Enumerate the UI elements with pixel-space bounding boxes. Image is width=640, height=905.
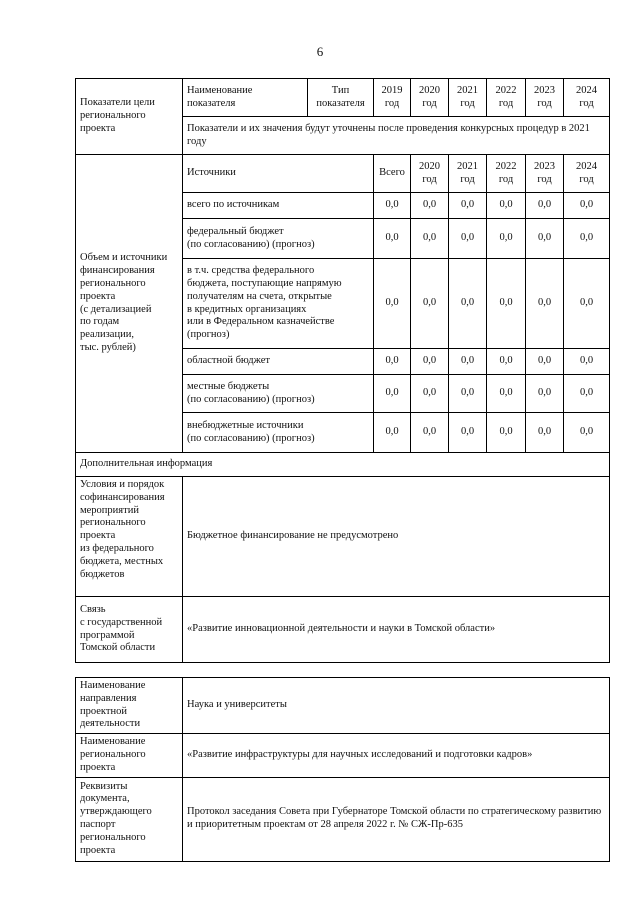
source-label: федеральный бюджет (по согласованию) (прогноз) <box>183 219 374 259</box>
value-cell: 0,0 <box>526 349 564 375</box>
value-cell: 0,0 <box>411 193 449 219</box>
value-cell: 0,0 <box>449 375 487 413</box>
cofinancing-label: Условия и порядок софинансирования мероприятий регионального проекта из федерального бюджета, местных бюджетов <box>76 477 183 597</box>
value-cell: 0,0 <box>526 219 564 259</box>
financing-section-label: Объем и источники финансирования регионального проекта (с детализацией по годам реализации, тыс. рублей) <box>76 155 183 453</box>
header-year: 2024 год <box>564 155 610 193</box>
project-passport-table <box>75 78 610 663</box>
source-label: всего по источникам <box>183 193 374 219</box>
value-cell: 0,0 <box>374 259 411 349</box>
value-cell: 0,0 <box>374 375 411 413</box>
value-cell: 0,0 <box>411 219 449 259</box>
value-cell: 0,0 <box>564 375 610 413</box>
value-cell: 0,0 <box>564 193 610 219</box>
value-cell: 0,0 <box>487 193 526 219</box>
value-cell: 0,0 <box>564 349 610 375</box>
project-details-table <box>75 677 610 862</box>
value-cell: 0,0 <box>487 259 526 349</box>
page-number: 6 <box>316 44 324 59</box>
document-value: Протокол заседания Совета при Губернаторе Томской области по стратегическому развитию и приоритетным проектам от 28 апреля 2022 г. № СЖ-Пр-635 <box>183 777 610 861</box>
indicators-section-label: Показатели цели регионального проекта <box>76 79 183 155</box>
document-label: Реквизиты документа, утверждающего паспорт регионального проекта <box>76 777 183 861</box>
value-cell: 0,0 <box>374 193 411 219</box>
value-cell: 0,0 <box>374 219 411 259</box>
cofinancing-value: Бюджетное финансирование не предусмотрено <box>183 477 610 597</box>
value-cell: 0,0 <box>564 413 610 453</box>
value-cell: 0,0 <box>411 375 449 413</box>
indicators-note: Показатели и их значения будут уточнены после проведения конкурсных процедур в 2021 году <box>183 117 610 155</box>
header-year: 2021 год <box>449 79 487 117</box>
value-cell: 0,0 <box>526 413 564 453</box>
value-cell: 0,0 <box>487 375 526 413</box>
value-cell: 0,0 <box>411 349 449 375</box>
header-year: 2022 год <box>487 79 526 117</box>
value-cell: 0,0 <box>449 413 487 453</box>
value-cell: 0,0 <box>487 413 526 453</box>
header-year: 2022 год <box>487 155 526 193</box>
value-cell: 0,0 <box>564 259 610 349</box>
value-cell: 0,0 <box>449 193 487 219</box>
header-year: 2020 год <box>411 155 449 193</box>
source-label: внебюджетные источники (по согласованию) (прогноз) <box>183 413 374 453</box>
header-sources: Источники <box>183 155 374 193</box>
value-cell: 0,0 <box>487 219 526 259</box>
program-link-label: Связь с государственной программой Томской области <box>76 597 183 663</box>
header-year: 2023 год <box>526 79 564 117</box>
source-label: областной бюджет <box>183 349 374 375</box>
value-cell: 0,0 <box>487 349 526 375</box>
header-total: Всего <box>374 155 411 193</box>
additional-info-title: Дополнительная информация <box>76 453 610 477</box>
value-cell: 0,0 <box>449 259 487 349</box>
header-indicator-name: Наименование показателя <box>183 79 308 117</box>
value-cell: 0,0 <box>526 193 564 219</box>
header-year: 2019 год <box>374 79 411 117</box>
direction-label: Наименование направления проектной деятельности <box>76 678 183 734</box>
header-year: 2020 год <box>411 79 449 117</box>
value-cell: 0,0 <box>449 219 487 259</box>
project-name-label: Наименование регионального проекта <box>76 734 183 777</box>
value-cell: 0,0 <box>374 413 411 453</box>
value-cell: 0,0 <box>564 219 610 259</box>
source-label: местные бюджеты (по согласованию) (прогноз) <box>183 375 374 413</box>
header-indicator-type: Тип показателя <box>308 79 374 117</box>
value-cell: 0,0 <box>374 349 411 375</box>
program-link-value: «Развитие инновационной деятельности и науки в Томской области» <box>183 597 610 663</box>
value-cell: 0,0 <box>526 259 564 349</box>
value-cell: 0,0 <box>526 375 564 413</box>
project-name-value: «Развитие инфраструктуры для научных исследований и подготовки кадров» <box>183 734 610 777</box>
value-cell: 0,0 <box>449 349 487 375</box>
header-year: 2021 год <box>449 155 487 193</box>
source-label: в т.ч. средства федерального бюджета, поступающие напрямую получателям на счета, открытые в кредитных организациях или в Федеральном казначействе (прогноз) <box>183 259 374 349</box>
header-year: 2024 год <box>564 79 610 117</box>
header-year: 2023 год <box>526 155 564 193</box>
value-cell: 0,0 <box>411 413 449 453</box>
direction-value: Наука и университеты <box>183 678 610 734</box>
value-cell: 0,0 <box>411 259 449 349</box>
